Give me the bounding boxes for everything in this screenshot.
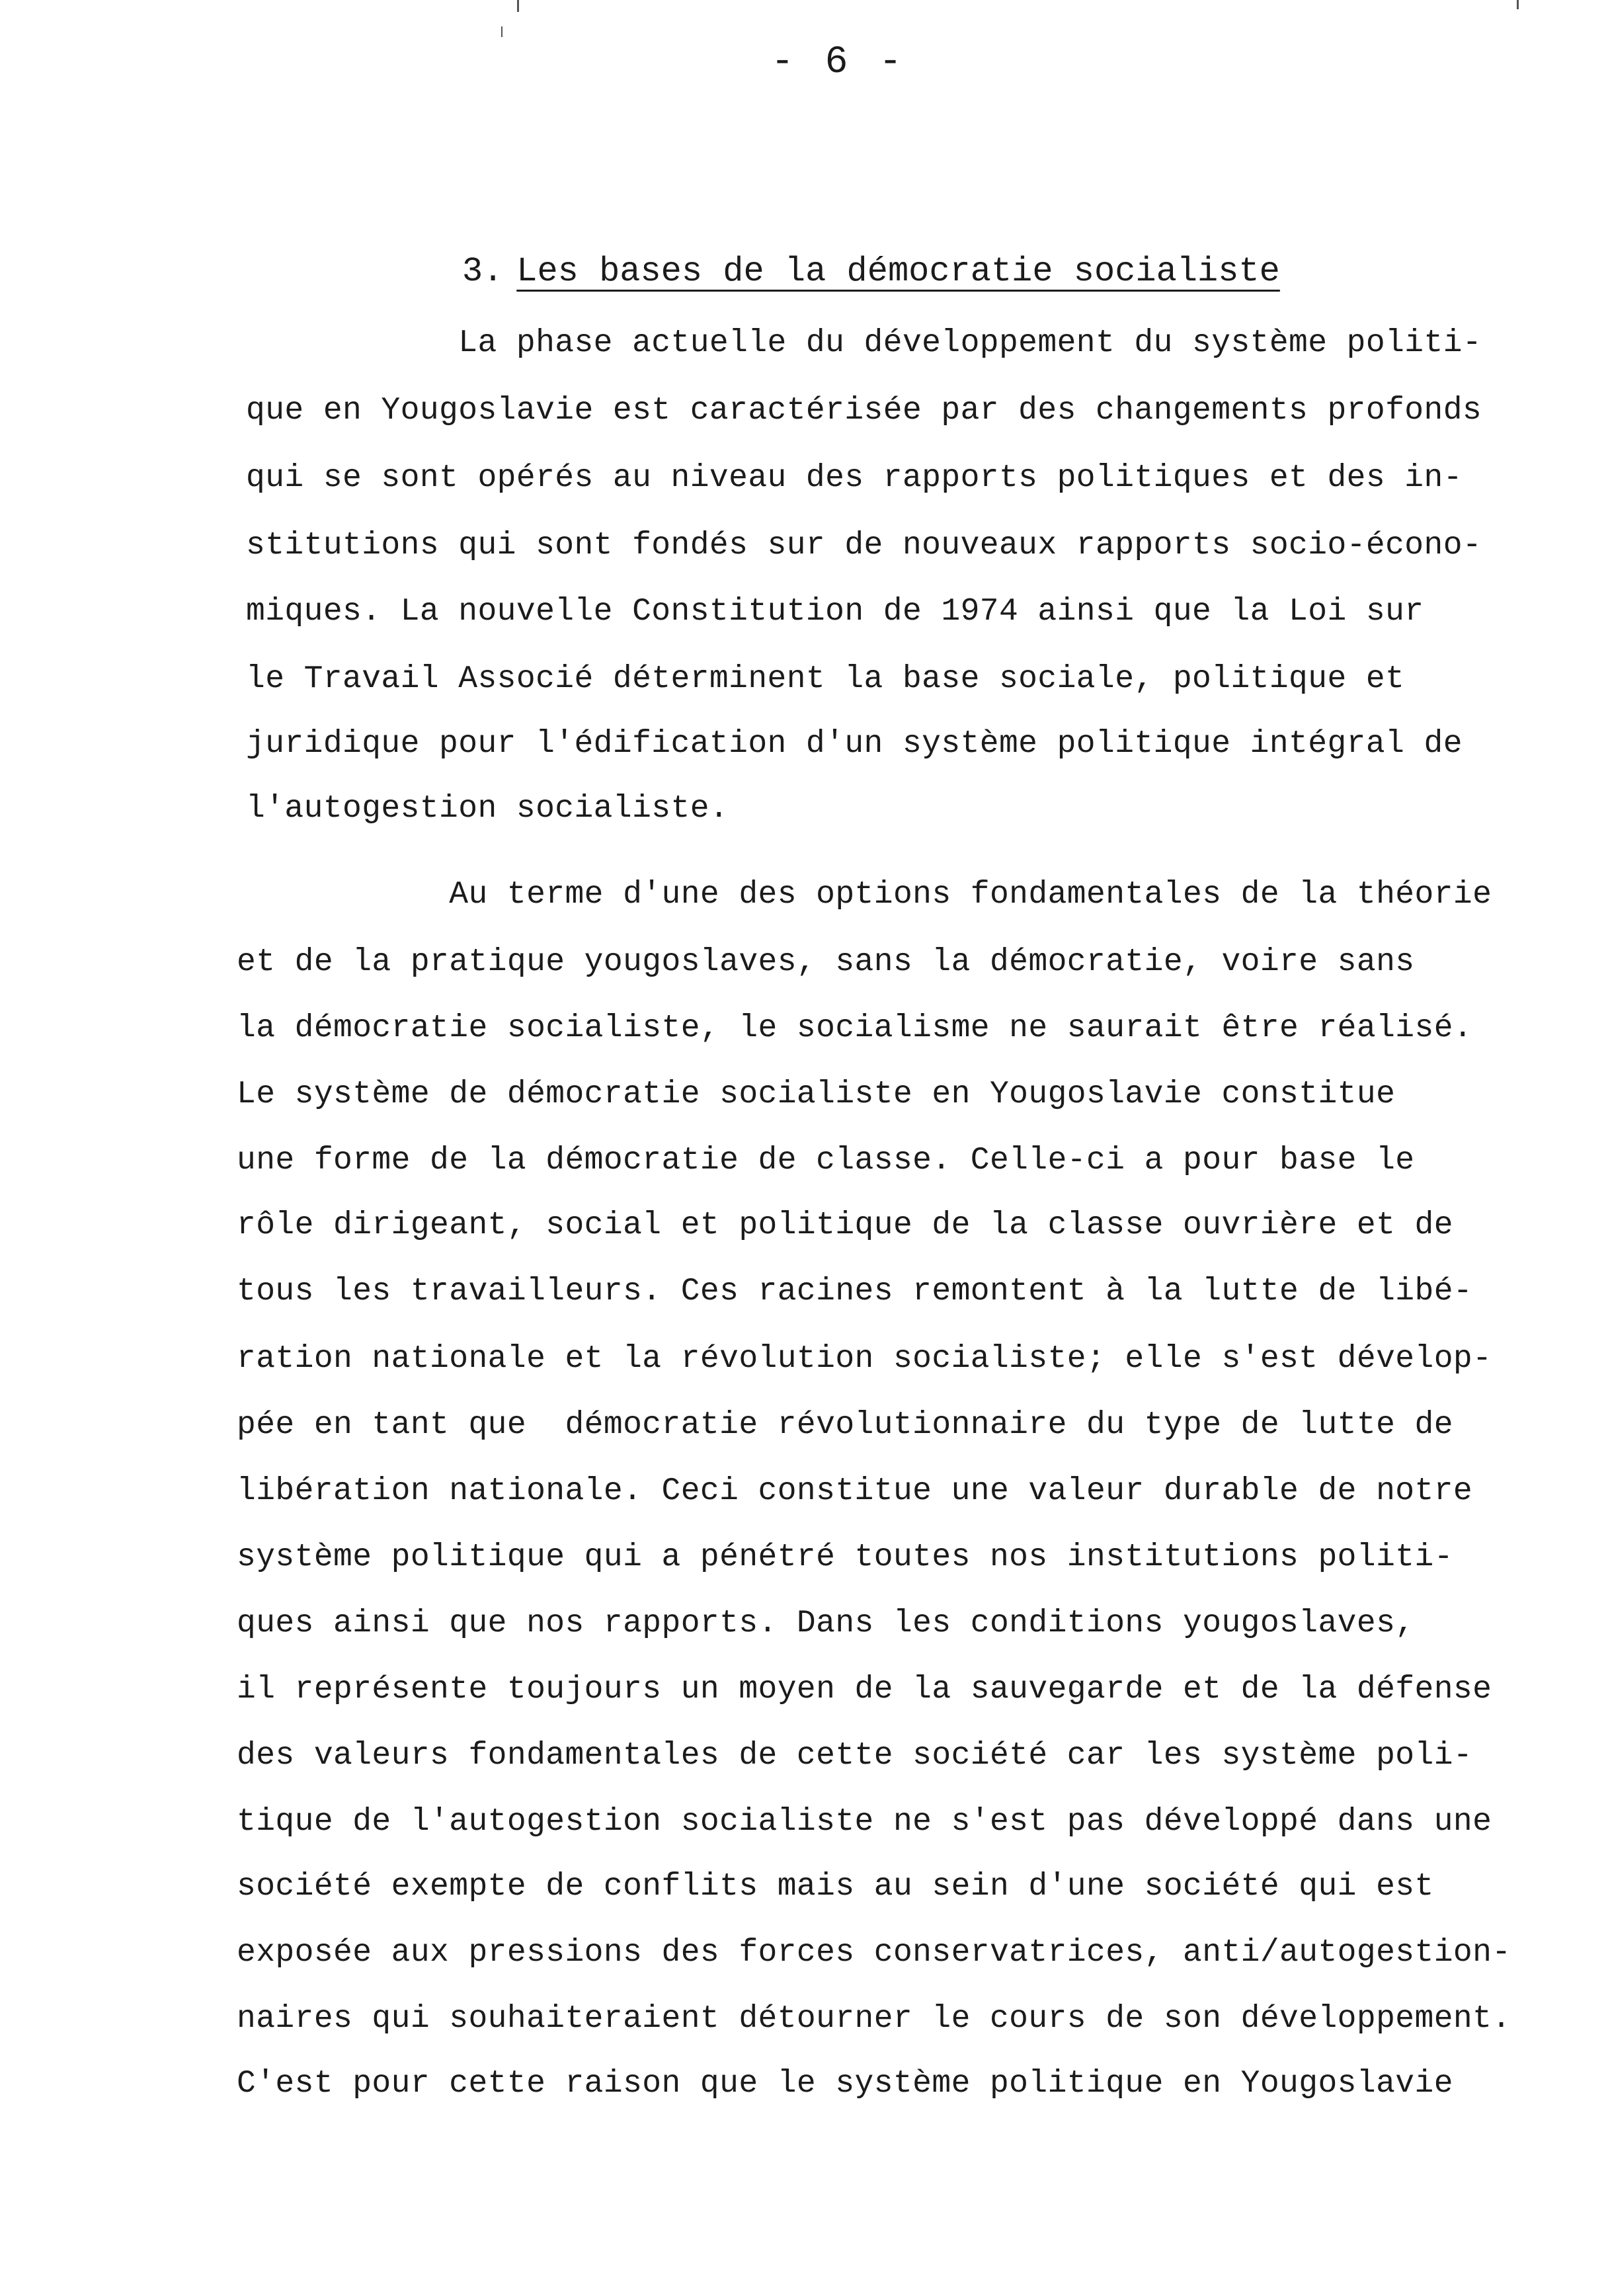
text-line: rôle dirigeant, social et politique de la classe ouvrière et de xyxy=(237,1208,1453,1243)
text-line: le Travail Associé déterminent la base sociale, politique et xyxy=(246,661,1405,697)
text-line: qui se sont opérés au niveau des rapports politiques et des in- xyxy=(246,460,1463,496)
text-line: l'autogestion socialiste. xyxy=(246,791,729,827)
text-line: société exempte de conflits mais au sein d'une société qui est xyxy=(237,1869,1434,1905)
text-line: des valeurs fondamentales de cette société car les système poli- xyxy=(237,1738,1473,1774)
scan-mark xyxy=(517,0,519,12)
text-line: système politique qui a pénétré toutes nos institutions politi- xyxy=(237,1539,1453,1575)
text-line: et de la pratique yougoslaves, sans la démocratie, voire sans xyxy=(237,944,1415,980)
text-line: tique de l'autogestion socialiste ne s'est pas développé dans une xyxy=(237,1804,1492,1840)
text-line: que en Yougoslavie est caractérisée par des changements profonds xyxy=(246,393,1482,429)
text-line: tous les travailleurs. Ces racines remontent à la lutte de libé- xyxy=(237,1274,1473,1309)
text-line: ques ainsi que nos rapports. Dans les conditions yougoslaves, xyxy=(237,1606,1415,1641)
scan-mark xyxy=(501,26,502,37)
text-line: ration nationale et la révolution socialiste; elle s'est dévelop- xyxy=(237,1341,1492,1377)
text-line: libération nationale. Ceci constitue une valeur durable de notre xyxy=(237,1473,1473,1509)
text-line: stitutions qui sont fondés sur de nouveaux rapports socio-écono- xyxy=(246,528,1482,563)
text-line: naires qui souhaiteraient détourner le cours de son développement. xyxy=(237,2001,1511,2037)
section-number: 3. xyxy=(462,252,504,291)
text-line: il représente toujours un moyen de la sauvegarde et de la défense xyxy=(237,1672,1492,1707)
page-number: - 6 - xyxy=(771,41,906,84)
text-line: exposée aux pressions des forces conservatrices, anti/autogestion- xyxy=(237,1935,1511,1971)
text-line: miques. La nouvelle Constitution de 1974 ainsi que la Loi sur xyxy=(246,594,1424,630)
text-line: La phase actuelle du développement du système politi- xyxy=(246,325,1482,361)
text-line: juridique pour l'édification d'un système politique intégral de xyxy=(246,726,1463,762)
text-line: une forme de la démocratie de classe. Celle-ci a pour base le xyxy=(237,1143,1415,1178)
section-heading xyxy=(380,213,1280,330)
section-title: Les bases de la démocratie socialiste xyxy=(516,252,1280,291)
text-line: la démocratie socialiste, le socialisme ne saurait être réalisé. xyxy=(237,1010,1473,1046)
text-line: Au terme d'une des options fondamentales de la théorie xyxy=(237,877,1492,913)
text-line: pée en tant que démocratie révolutionnaire du type de lutte de xyxy=(237,1407,1453,1443)
scan-mark xyxy=(1517,0,1519,9)
text-line: Le système de démocratie socialiste en Yougoslavie constitue xyxy=(237,1077,1396,1112)
text-line: C'est pour cette raison que le système politique en Yougoslavie xyxy=(237,2066,1453,2102)
